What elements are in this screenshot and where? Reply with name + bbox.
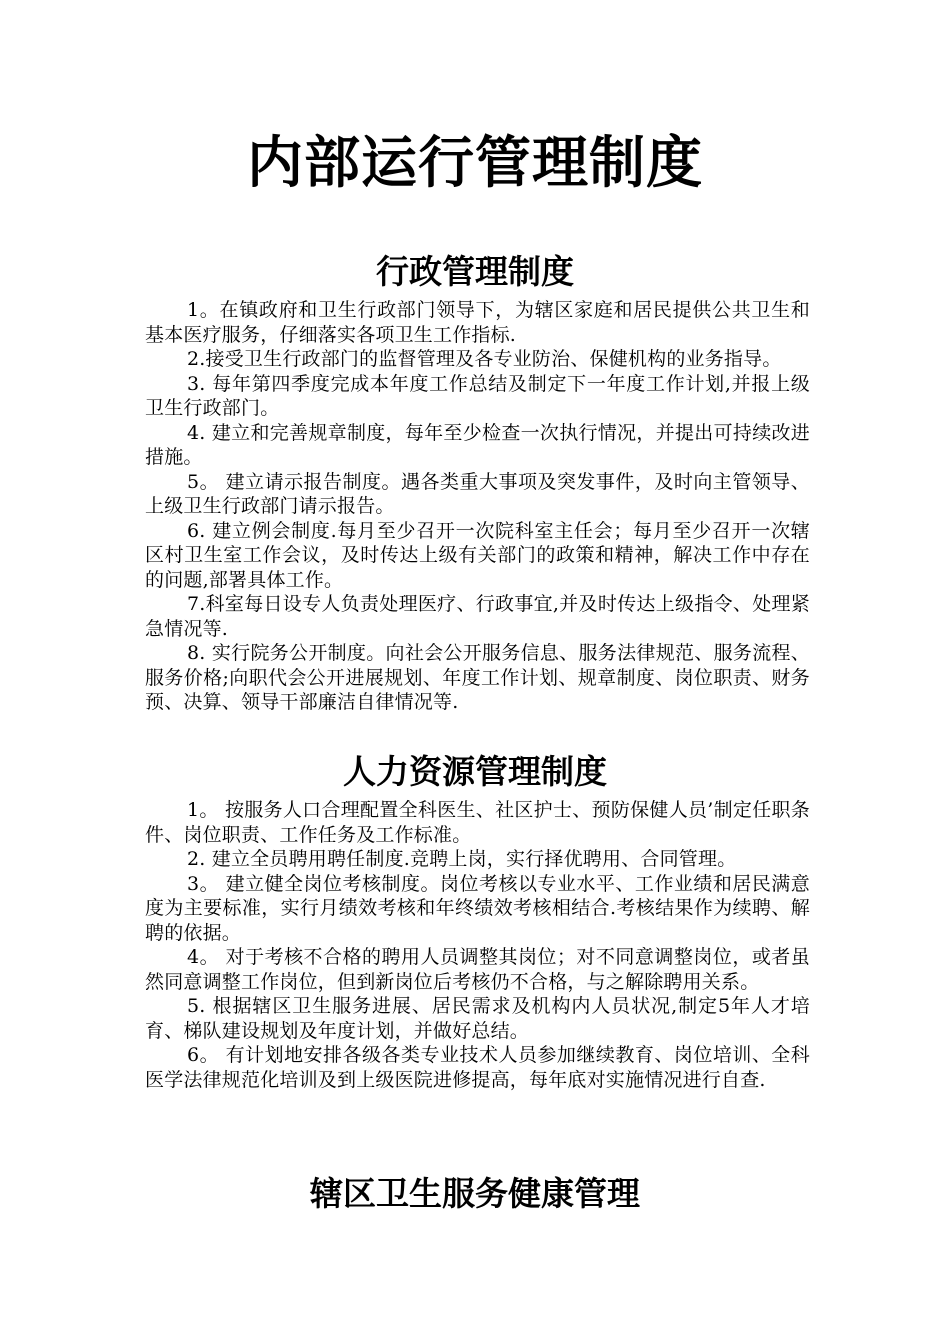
- paragraph: 2.接受卫生行政部门的监督管理及各专业防治、保健机构的业务指导。: [187, 348, 782, 370]
- section-body-human-resources: [145, 798, 810, 1092]
- paragraph: 7.科室每日设专人负责处理医疗、行政事宜,并及时传达上级指令、处理紧急情况等.: [145, 593, 810, 640]
- paragraph: 3. 每年第四季度完成本年度工作总结及制定下一年度工作计划,并报上级卫生行政部门。: [145, 372, 810, 419]
- paragraph: 4。 对于考核不合格的聘用人员调整其岗位；对不同意调整岗位，或者虽然同意调整工作岗位，但到新岗位后考核仍不合格，与之解除聘用关系。: [145, 946, 810, 993]
- paragraph: 5. 根据辖区卫生服务进展、居民需求及机构内人员状况,制定5年人才培育、梯队建设规划及年度计划，并做好总结。: [145, 995, 810, 1042]
- section-heading-human-resources: 人力资源管理制度: [343, 752, 607, 791]
- section-body-administration: [145, 298, 810, 715]
- paragraph: 6. 建立例会制度.每月至少召开一次院科室主任会；每月至少召开一次辖区村卫生室工作会议，及时传达上级有关部门的政策和精神，解决工作中存在的问题,部署具体工作。: [145, 519, 810, 591]
- document-title: 内部运行管理制度: [247, 131, 703, 196]
- paragraph: 6。 有计划地安排各级各类专业技术人员参加继续教育、岗位培训、全科医学法律规范化培训及到上级医院进修提高，每年底对实施情况进行自查.: [145, 1044, 810, 1091]
- paragraph: 2. 建立全员聘用聘任制度.竞聘上岗，实行择优聘用、合同管理。: [187, 848, 737, 870]
- paragraph: 1。 按服务人口合理配置全科医生、社区护士、预防保健人员’制定任职条件、岗位职责、工作任务及工作标准。: [145, 799, 810, 846]
- paragraph: 8. 实行院务公开制度。向社会公开服务信息、服务法律规范、服务流程、服务价格;向职代会公开进展规划、年度工作计划、规章制度、岗位职责、财务预、决算、领导干部廉洁自律情况等.: [145, 642, 810, 713]
- section-heading-health-management: 辖区卫生服务健康管理: [310, 1174, 640, 1213]
- paragraph: 5。 建立请示报告制度。遇各类重大事项及突发事件，及时向主管领导、上级卫生行政部门请示报告。: [145, 470, 810, 517]
- paragraph: 3。 建立健全岗位考核制度。岗位考核以专业水平、工作业绩和居民满意度为主要标准，实行月绩效考核和年终绩效考核相结合.考核结果作为续聘、解聘的依据。: [145, 872, 810, 944]
- paragraph: 1。在镇政府和卫生行政部门领导下，为辖区家庭和居民提供公共卫生和基本医疗服务，仔细落实各项卫生工作指标.: [145, 299, 810, 346]
- section-heading-administration: 行政管理制度: [376, 252, 574, 291]
- paragraph: 4. 建立和完善规章制度，每年至少检查一次执行情况，并提出可持续改进措施。: [145, 421, 810, 468]
